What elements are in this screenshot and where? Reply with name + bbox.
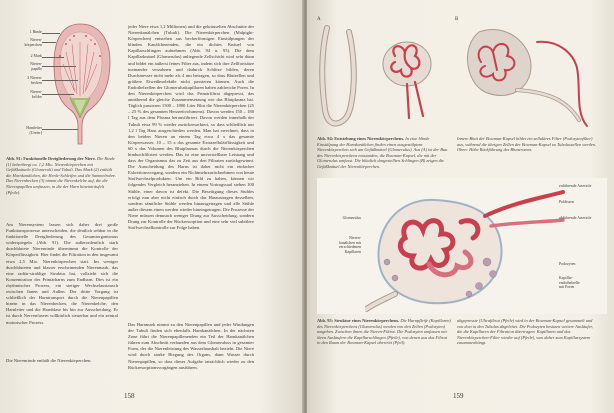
leader-line — [42, 57, 64, 58]
figure-91-caption — [6, 156, 118, 195]
left-column-1-paragraph-2: Die Nierenrinde enthält die Nierenkörperchen. — [6, 358, 92, 363]
figure-94-caption-body: In eine blinde Einstülpung der Harnkanälchen finden einen ausgestülptem Nierenkörperchen sich am Gefäßknäuel (Glomerulus). Aus (A) ist der Bau des Nierenkörperchens entstanden, die Bowman-Kapsel, die mit der Glomerulus umfasst. Die bläulich dargestellten Schlingen (B) zeigen die Gefäßknäuel der Nierenkörperchen. — [317, 136, 448, 169]
leader-line — [42, 66, 76, 67]
label-nierenkelche: Nieren- kelche — [30, 90, 42, 99]
page-number-left: 158 — [124, 392, 135, 400]
renal-corpuscle-illustration — [365, 182, 565, 312]
label-glomerulus: Glomerulus — [342, 216, 361, 220]
glomerulus-illustration-b — [457, 22, 607, 130]
leader-line — [42, 94, 74, 95]
left-column-2-paragraph: jeder Niere etwa 1,2 Millionen) und die gekräuselten Abschnitte der Nierenkanälchen (Tubuli). Die Nierenkörperchen (Malpighi-Körperchen) entstehen aus becherförmigen Einstülpungen der blinden Kanälchenenden, die ein dichtes Knäuel von Kapillarschlingen aufnehmen (Abb. 94 u. 95). Die dem Kapillarknäuel (Glomerulus) anliegende Zellschicht wird sehr dünn und bildet ein äußerst feines Filter aus, indem sich ihre Zellfortsätze ineinander verzahnen und dadurch Schlitze bilden, deren Durchmesser nicht mehr als 4 nm betragen, so dass Blutzellen und größere Eiweißmoleküle nicht passieren können. Auch die Endothelzellen der Glomeruluskapillaren haben zahlreiche Poren. In den Nierenkörperchen wird das Primärfiltrat abgepresst, das annähernd die gleiche Zusammensetzung wie das Blutplasma hat. Täglich passieren 1500 – 1800 Liter Blut die Nierenkörperchen (25 – 25 % des gesamten Herzzeitvolumens). Davon werden 150 – 180 l Tag aus dem Plasma herausfiltriert. Davon werden innerhalb der Tubuli etwa 99 % wieder zurückresorbiert, so dass schließlich nur 1,2 l Tag Harn ausgeschieden werden. Man hat errechnet, dass in den beiden Nieren an einem Tag etwa 4 x das gesamte Körperwasser, 10 – 15 x das gesamte Extrazellulärflüssigkeit und 60 x das Volumen des Blutplasmas durch die Nierenkörperchen hindurchfiltriert werden. Das ist eine unvorstellbare Leistung und dass der Organismus das zu Zeit aus den Filtraten zurückgewinnt. Die Ausscheidung des Harns ist daher nicht ein einfacher Exkretionsvorgang, sondern ein Nichtmehrzurücknehmen von heute Stoffwechselprodukten. Um ein Bild zu haben, können wir folgendes Vergleich heranziehen. In einem Vortragssaal stehen 100 Stühle, einer davon ist defekt. Die Beseitigung dieses Stuhles erfolgt nun aber nicht einfach durch das Hinaustragen desselben, sondern sämtliche Stühle werden hinausgetragen und alle Stühle außer diesem einen werden wieder hineingetragen. Die Prozesse der Niere müssen demnach weniger Drang zur Ausscheidung, sondern Drang zur Kontrolle der Rückresorption und eine sehr viel subtilere Stoffwechselkontrolle zur Folge haben. — [128, 24, 254, 231]
leader-line — [42, 129, 78, 130]
left-column-2-paragraph-2: Das Harnmark nimmt zu den Nierenpapillen und jeder Windungen der Tubuli finden sich ebenfalls Harnkanälchen. In der nächsten Zone führt die Nierenpapillenenden ein Teil der Harnkanälchen führen zum Abschnitt verbunden aus dem Glomeruluss in gesamter Form, der die Nierenleistung des Wasserhaushalt bezieht. Die Niere wird durch starke Biegung des Organs, dann Wasser durch Nierenpapillen, so dass dieser Aufgabe tatsächlich wieder zu den Rückresorptionsvorgängen ausführen. — [128, 322, 254, 370]
label-poldissen: Poldissen — [559, 200, 574, 204]
figure-letter-b: B — [455, 17, 459, 22]
nephron-illustration-a — [319, 22, 449, 130]
leader-line — [42, 42, 56, 43]
label-abfuehrende-arteriole: abführende Arteriole — [559, 216, 592, 220]
label-nierenpapille: Nieren- papille — [30, 62, 42, 71]
label-mark: 2 Mark — [30, 54, 42, 58]
figure-94-caption-continued: Innere Blatt der Bowman-Kapsel bildet ein zelluläres Filter (Podozytenfilter) aus, während die übrigen Zellen der Bowman-Kapsel zu Tubuluszellen werden. Oben: Höhe Rückführung des Blutstromes. — [457, 136, 597, 153]
left-column-1-paragraph: Am Nierensystem lassen sich daher drei große Funktionsprozesse unterscheiden, die deutlich sehbar in die funktionelle Dreigliederung des Gesamtorganismus widerspiegeln (Abb. 91). Die außerordentlich stark durchblutete Nierenrinde übernimmt die Kontrolle der Körperflüssigkeit. Hier findet die Filtration in den insgesamt etwa 2,5 Mio. Nierenkörperchen statt. Im weniger durchbluteten und blasser erscheinenden Nierenmark, das eine radiär-strahlige Struktur hat, vollzieht sich die Konzentration des Primärharns zum Endharn. Dies ist ein rhythmischer Prozess, ein stetiger Wechselaustausch zwischen Innen und Außen. Der dritte Vorgang ist schließlich der Harntransport durch die Nierenpapillen hinein in das Nierenbecken, die Nierenkelche, den Harnleiter und die Harnblase bis hin zur Ausscheidung. Er ist durch Nervenfasern willkürlich steuerbar und ein zentral motorischer Prozess. — [6, 222, 118, 325]
kidney-illustration — [52, 22, 112, 146]
figure-94-caption-title: Abb. 94: Entstehung eines Nierenkörperchens. — [317, 136, 405, 141]
figure-91-caption-body: Die Rinde (1) beherbergt ca. 1,2 Mio. Nierenkörperchen mit Gefäßknäueln (Glomeruli) und Tubuli. Das Mark (2) enthält die Harnkanälchen, die Henle-Schleifen und die Sammelrohre. Das Nierenbecken (3) nimmt die Nierenkelche auf, die die Nierenpapillen umfassen, in die der Harn hineinträufelt (Pfeile). — [6, 156, 117, 195]
figure-95-caption-title: Abb. 95: Struktur eines Nierenkörperchens. — [317, 318, 400, 323]
label-harnleiter: Harnleiter (Ureter) — [26, 126, 42, 135]
figure-letter-a: A — [317, 17, 321, 22]
label-kapillarendothelzelle: Kapillar- endothelzelle mit Poren — [559, 276, 580, 290]
page-number-right: 159 — [453, 392, 464, 400]
figure-95-caption — [317, 318, 451, 346]
leader-line — [42, 33, 60, 34]
right-page — [307, 0, 614, 413]
figure-95-caption-body: Die Harnpfleife (Kapillaren) des Nierenkörperchens (Glomerulus) werden von den Zellen (Podozyten) umgeben. Zwischen ihnen die Nieren-Filtrat. Die Podozyten umfassen mit ihren Ausläufern die Kapillarschlingen (Pfeile), von denen aus das Filtrat in den Raum der Bowman-Kapsel übertritt (Pfeil). — [317, 318, 451, 346]
label-nierenbecken: 3 Nieren- becken — [27, 76, 42, 85]
label-podozyten: Podozyten — [559, 262, 576, 266]
figure-95-caption-continued: abgepresste (Ultrafiltrat (Pfeile) wird in der Bowman-Kapsel gesammelt und von dort in den Tubulus abgeleitet. Die Podozyten besitzen weitere Ausläufer, die die Kapillaren der Filtration übertragen. Kapillaren und das Nierenkörperchen-Filter wieder auf (Pfeile), was daher zum Kapillarsystem zusammenhängt. — [457, 318, 593, 346]
left-page — [0, 0, 304, 413]
figure-94-caption — [317, 136, 451, 170]
label-zufuehrende-arteriole: zuführende Arteriole — [559, 184, 592, 188]
label-nierenkanaelchen: Nieren- kanälchen mit verschiedenen Kapillaren — [338, 236, 361, 254]
label-nierenkoerperchen: Nieren- körperchen — [24, 38, 42, 47]
label-rinde: 1 Rinde — [29, 30, 42, 34]
leader-line — [42, 80, 78, 81]
figure-91-caption-title: Abb. 91: Funktionelle Dreigliederung der Niere. — [6, 156, 96, 161]
